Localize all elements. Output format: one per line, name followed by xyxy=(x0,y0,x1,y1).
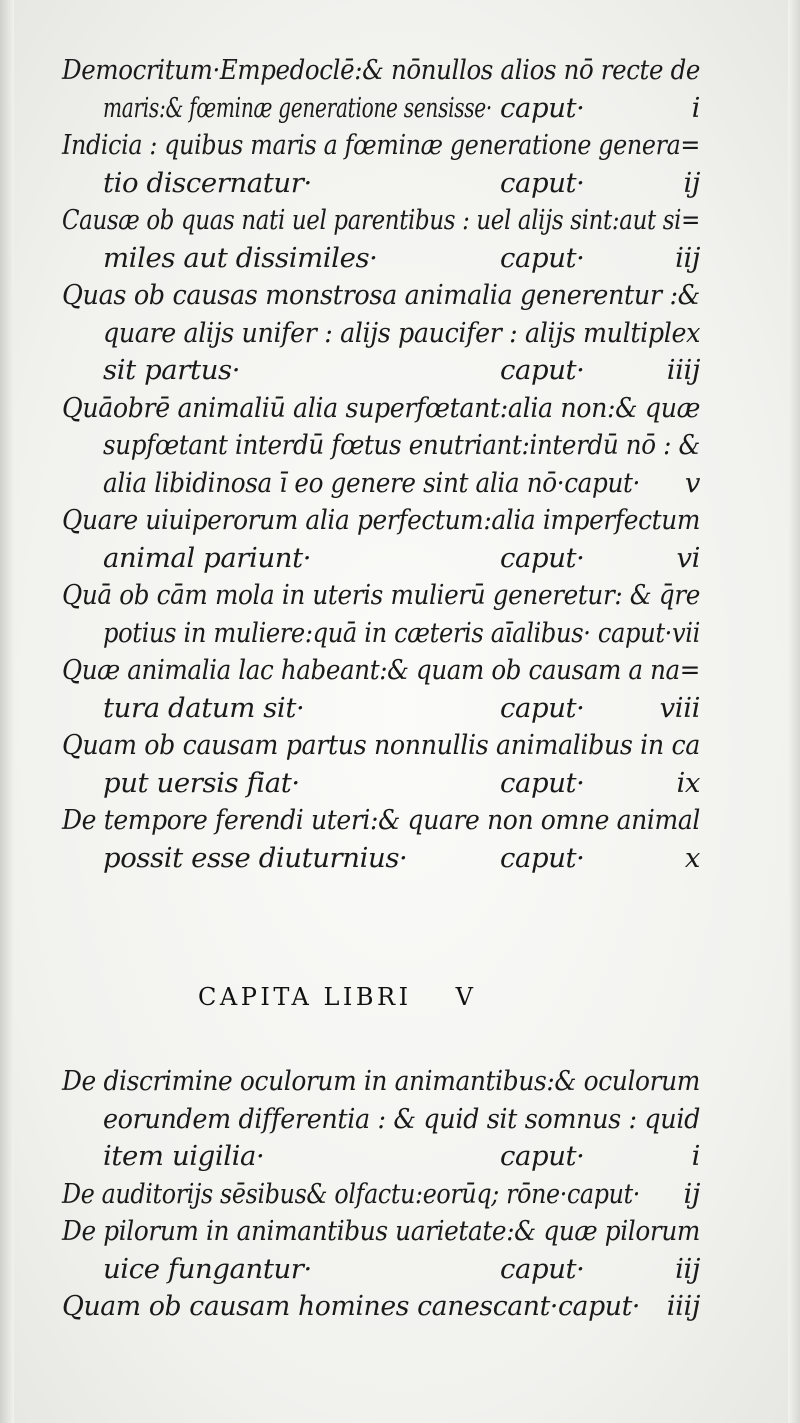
chapter-entry xyxy=(62,1288,704,1326)
chapter-entry xyxy=(62,502,704,577)
line-text: De tempore ferendi uteri:& quare non omne animal xyxy=(62,804,700,836)
entry-line xyxy=(62,652,704,690)
line-text: Quam ob causam partus nonnullis animalibus in ca xyxy=(62,729,700,761)
chapter-number: i xyxy=(691,1140,700,1172)
caput-label: caput· xyxy=(500,1140,585,1172)
chapter-entry xyxy=(62,577,704,652)
caput-label: caput· xyxy=(500,841,585,874)
entry-line xyxy=(62,90,704,128)
chapter-entry xyxy=(62,802,704,877)
entry-line xyxy=(62,1251,704,1289)
line-text: put uersis fiat· xyxy=(103,766,300,799)
line-text: De pilorum in animantibus uarietate:& quæ pilorum xyxy=(62,1215,700,1247)
chapter-number: ij xyxy=(683,1177,700,1210)
entry-line xyxy=(62,765,704,803)
line-text: tura datum sit· xyxy=(103,691,305,724)
entry-line xyxy=(62,52,704,90)
line-text: alia libidinosa ī eo genere sint alia nō·caput· xyxy=(103,466,640,499)
chapter-number: iiij xyxy=(666,1290,700,1322)
caput-label: caput· xyxy=(500,766,585,799)
caput-label: caput· xyxy=(500,1252,585,1285)
chapter-entry xyxy=(62,1063,704,1176)
entry-line xyxy=(62,1288,704,1326)
chapter-entry xyxy=(62,1213,704,1288)
line-text: Quas ob causas monstrosa animalia generentur :& xyxy=(62,279,700,311)
line-text: De discrimine oculorum in animantibus:& oculorum xyxy=(62,1065,700,1097)
entry-line xyxy=(62,240,704,278)
caput-label: caput· xyxy=(500,166,585,199)
chapter-number: iij xyxy=(675,1252,700,1285)
page-left-edge-shadow xyxy=(0,0,14,1423)
line-text: Quæ animalia lac habeant:& quam ob causam a na= xyxy=(62,654,700,686)
entry-line xyxy=(62,1063,704,1101)
chapter-number: x xyxy=(684,841,700,874)
chapter-list-book-iv xyxy=(62,52,704,877)
line-text: animal pariunt· xyxy=(103,541,312,574)
line-text: quare alijs unifer : alijs paucifer : alijs multiplex xyxy=(103,316,700,349)
entry-line xyxy=(62,127,704,165)
entry-line xyxy=(62,202,704,240)
chapter-entry xyxy=(62,1176,704,1214)
line-text: Quare uiuiperorum alia perfectum:alia imperfectum xyxy=(62,504,700,536)
entry-line xyxy=(62,465,704,503)
line-text: Quā ob cām mola in uteris mulierū generetur: & q̄re xyxy=(62,579,700,611)
entry-line xyxy=(62,1176,704,1214)
line-text: Causæ ob quas nati uel parentibus : uel alijs sint:aut si= xyxy=(62,204,700,236)
line-text: possit esse diuturnius· xyxy=(103,841,408,874)
entry-line xyxy=(62,1213,704,1251)
entry-line xyxy=(62,1138,704,1176)
entry-line xyxy=(62,502,704,540)
line-text: miles aut dissimiles· xyxy=(103,241,378,274)
line-text: maris:& fœminæ generatione sensisse· xyxy=(103,91,492,124)
entry-line xyxy=(62,390,704,428)
chapter-number: v xyxy=(684,466,700,499)
chapter-number: iij xyxy=(675,241,700,274)
line-text: sit partus· xyxy=(103,354,241,386)
entry-line xyxy=(62,352,704,390)
line-text: tio discernatur· xyxy=(103,166,312,199)
entry-line xyxy=(62,165,704,203)
chapter-entry xyxy=(62,277,704,390)
entry-line xyxy=(62,727,704,765)
line-text: supfœtant interdū fœtus enutriant:interdū nō : & xyxy=(103,429,700,461)
caput-label: caput· xyxy=(500,541,585,574)
entry-line xyxy=(62,615,704,653)
line-text: Quāobrē animaliū alia superfœtant:alia non:& quæ xyxy=(62,391,700,424)
chapter-entry xyxy=(62,52,704,127)
entry-line xyxy=(62,540,704,578)
line-text: Indicia : quibus maris a fœminæ generatione genera= xyxy=(62,129,700,161)
chapter-number: ij xyxy=(683,166,700,199)
chapter-entry xyxy=(62,652,704,727)
section-heading xyxy=(198,983,598,1011)
caput-label: caput· xyxy=(500,691,585,724)
line-text: item uigilia· xyxy=(103,1140,265,1172)
entry-line xyxy=(62,690,704,728)
entry-line xyxy=(62,1101,704,1139)
chapter-number: iiij xyxy=(666,354,700,386)
entry-line xyxy=(62,277,704,315)
page-right-edge-shadow xyxy=(788,0,800,1423)
heading-title: CAPITA LIBRI xyxy=(198,983,412,1011)
entry-line xyxy=(62,802,704,840)
chapter-entry xyxy=(62,127,704,202)
line-text: Quam ob causam homines canescant·caput· xyxy=(62,1290,640,1322)
chapter-number: vi xyxy=(676,541,700,574)
caput-label: caput· xyxy=(500,91,585,124)
chapter-number: viii xyxy=(659,691,700,724)
caput-label: caput· xyxy=(500,354,585,386)
line-text: potius in muliere:quā in cæteris aīalibus· caput·vii xyxy=(103,616,700,649)
caput-label: caput· xyxy=(500,241,585,274)
line-text: uice fungantur· xyxy=(103,1252,312,1285)
chapter-entry xyxy=(62,727,704,802)
chapter-number: i xyxy=(691,91,700,124)
chapter-entry xyxy=(62,202,704,277)
chapter-list-book-v xyxy=(62,1063,704,1326)
entry-line xyxy=(62,577,704,615)
line-text: eorundem differentia : & quid sit somnus : quid xyxy=(103,1102,700,1135)
line-text: Democritum·Empedoclē:& nōnullos alios nō recte de xyxy=(62,54,700,86)
heading-roman-numeral: V xyxy=(455,983,477,1011)
line-text: De auditorijs sēsibus& olfactu:eorūq; rōne·caput· xyxy=(62,1177,640,1210)
entry-line xyxy=(62,427,704,465)
chapter-entry xyxy=(62,390,704,503)
entry-line xyxy=(62,840,704,878)
chapter-number: ix xyxy=(676,766,700,799)
entry-line xyxy=(62,315,704,353)
